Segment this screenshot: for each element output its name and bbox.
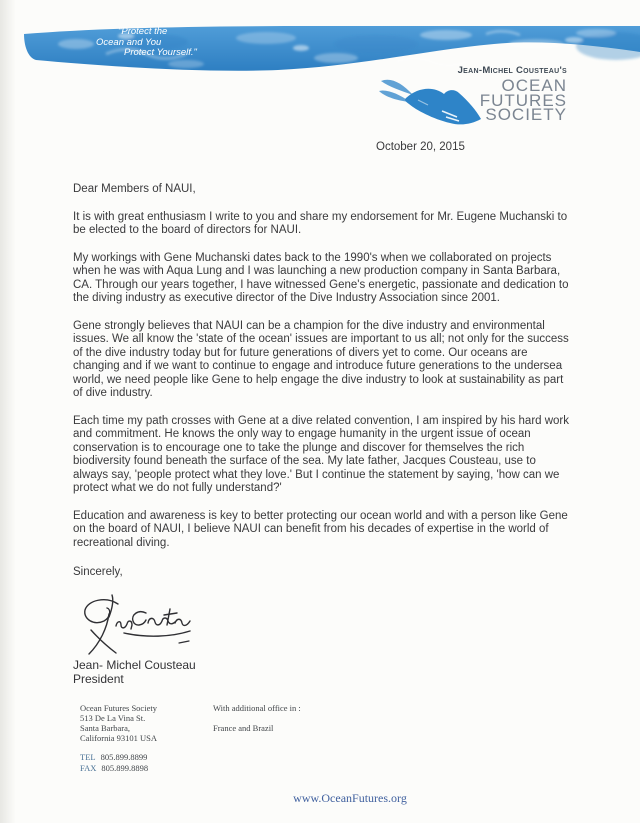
signer-block [73,659,196,686]
tel-label: TEL [80,752,96,762]
paragraph-education: Education and awareness is key to better protecting our ocean world and with a person like Gene on the board of NAUI, I believe NAUI can benefit from his decades of expertise in the world of recreational diving. [73,509,568,549]
tel-number: 805.899.8899 [100,752,148,762]
signature-image [66,592,216,664]
footer-address-line-2: Santa Barbara, [80,723,131,733]
logo-word-futures: FUTURES [479,90,567,110]
fax-number: 805.899.8898 [101,762,149,773]
footer-offices-block [213,703,301,733]
closing: Sincerely, [73,566,123,578]
banner-quote-line-2: Ocean and You [96,36,162,48]
footer-fax-line [80,763,157,774]
logo-word-ocean: OCEAN [501,76,567,95]
footer-telfax-block [80,752,157,773]
salutation: Dear Members of NAUI, [73,183,196,195]
logo-word-society: SOCIETY [485,105,567,124]
letter-date: October 20, 2015 [376,141,465,153]
paragraph-inspiration: Each time my path crosses with Gene at a dive related convention, I am inspired by his hard work and commitment. He knows the only way to engage humanity in the urgent issue of ocean conservation is to encourage one to take the plunge and discover for themselves the rich biodiversity found beneath the surface of the sea. My late father, Jacques Cousteau, use to always say, 'people protect what they love.' But I continue the statement by saying, 'how can we protect what we do not fully understand?' [73,414,570,494]
letter-body [73,183,570,550]
banner-quote-line-1: "Protect the [118,26,168,37]
scan-artifact-left-edge [0,0,16,823]
signer-name: Jean- Michel Cousteau [73,658,196,672]
banner-quote-line-3: Protect Yourself." [124,47,197,58]
logo-text-block [410,65,567,123]
paragraph-history: My workings with Gene Muchanski dates back to the 1990's when we collaborated on projects when he was with Aqua Lung and I was launching a new production company in Santa Barbara, CA. Through our years together, I have witnessed Gene's energetic, passionate and dedication to the diving industry as executive director of the Dive Industry Association since 2001. [73,251,569,304]
website-url: www.OceanFutures.org [293,791,407,805]
footer-address-block [80,703,157,773]
banner-quote [94,27,234,59]
logo-owner-line: Jean-Michel Cousteau's [457,65,567,76]
paragraph-endorsement: It is with great enthusiasm I write to you and share my endorsement for Mr. Eugene Muchanski to be elected to the board of directors for NAUI. [73,210,568,236]
paragraph-champion: Gene strongly believes that NAUI can be a champion for the dive industry and environmental issues. We all know the 'state of the ocean' issues are important to us all; not only for the success of the dive industry today but for future generations of divers yet to come. Our oceans are changing and if we want to continue to engage and introduce future generations to the undersea world, we need people like Gene to help engage the dive industry to look at sustainability as part of dive industry. [73,319,569,399]
footer-tel-line [80,752,157,763]
scan-artifact-top-edge [0,0,640,5]
footer-address-line-1: 513 De La Vina St. [80,713,146,723]
fax-label: FAX [80,762,97,773]
offices-value: France and Brazil [213,723,274,733]
offices-title: With additional office in : [213,703,301,713]
footer-address-line-3: California 93101 USA [80,733,157,743]
signer-title: President [73,671,124,686]
footer-org-name: Ocean Futures Society [80,703,157,713]
